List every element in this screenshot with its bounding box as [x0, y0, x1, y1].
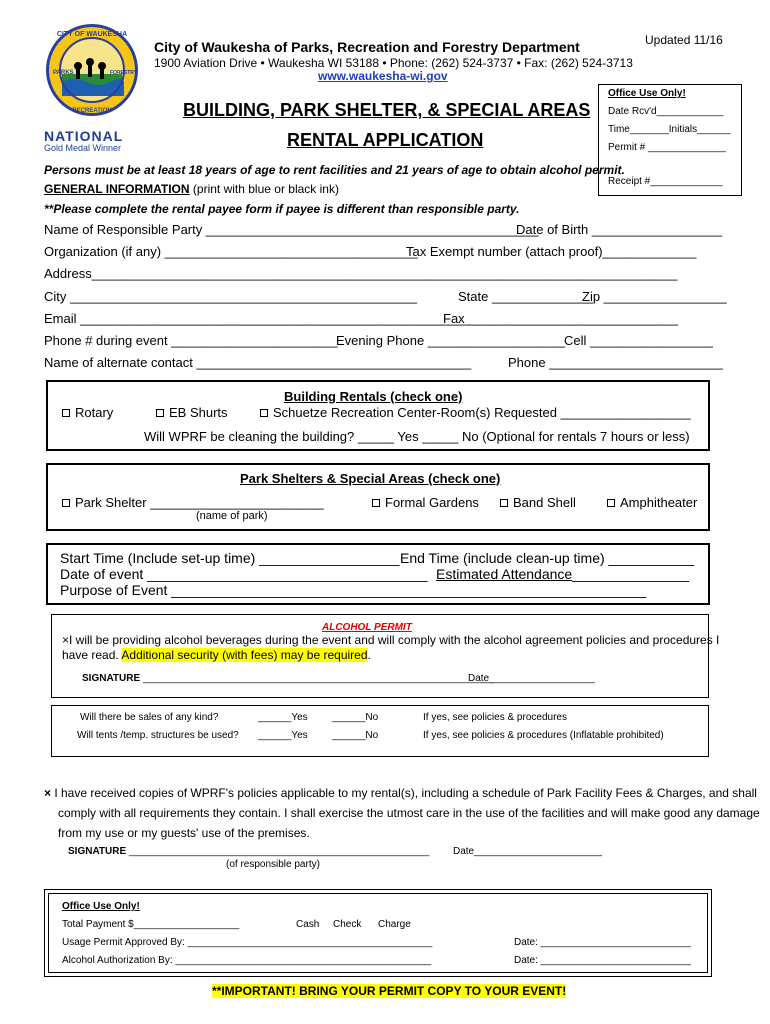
tax-exempt-field[interactable]: Tax Exempt number (attach proof)_____________: [406, 244, 697, 259]
alcohol-permit-title: ALCOHOL PERMIT: [322, 622, 412, 633]
end-time-field[interactable]: End Time (include clean-up time) ___________: [400, 550, 695, 566]
date-received-field[interactable]: Date Rcv'd____________: [608, 106, 724, 117]
formal-gardens-option[interactable]: Formal Gardens: [372, 495, 479, 510]
responsible-signature-field[interactable]: SIGNATURE ______________________________________________________: [68, 846, 430, 857]
office-use-bottom-header: Office Use Only!: [62, 901, 140, 912]
agreement-line-2: comply with all requirements they contain. I shall exercise the utmost care in the use of the facilities and will make good any damage: [58, 806, 760, 820]
responsible-party-label: (of responsible party): [226, 859, 320, 870]
checkbox-icon[interactable]: [62, 409, 70, 417]
payment-cash[interactable]: Cash: [296, 919, 320, 930]
checkbox-icon[interactable]: [156, 409, 164, 417]
date-of-event-field[interactable]: Date of event ____________________________________: [60, 566, 428, 582]
email-field[interactable]: Email ______________________________________________________: [44, 311, 471, 326]
logo-ring-bottom: RECREATION: [72, 108, 112, 114]
state-field[interactable]: State ______________: [458, 289, 594, 304]
building-rentals-title: Building Rentals (check one): [284, 389, 463, 404]
sales-no[interactable]: ______No: [332, 712, 379, 723]
department-title: City of Waukesha of Parks, Recreation and Forestry Department: [154, 39, 580, 55]
logo-national: NATIONAL: [44, 128, 124, 144]
checkbox-icon[interactable]: [260, 409, 268, 417]
event-phone-field[interactable]: Phone # during event _______________________: [44, 333, 338, 348]
payee-note: **Please complete the rental payee form if payee is different than responsible party.: [44, 202, 520, 216]
agreement-line-3: from my use or my guests' use of the premises.: [58, 826, 310, 840]
park-shelters-title: Park Shelters & Special Areas (check one): [240, 471, 501, 486]
checkbox-icon[interactable]: [607, 499, 615, 507]
form-subtitle: RENTAL APPLICATION: [287, 130, 484, 150]
rotary-option[interactable]: Rotary: [62, 405, 113, 420]
tents-note: If yes, see policies & procedures (Inflatable prohibited): [423, 730, 664, 741]
park-shelter-option[interactable]: Park Shelter ________________________: [62, 495, 324, 510]
logo-gold: Gold Medal Winner: [44, 143, 122, 153]
tents-question: Will tents /temp. structures be used?: [77, 730, 239, 741]
logo-ring-left: PARKS: [53, 70, 74, 76]
receipt-number-field[interactable]: Receipt #_____________: [608, 176, 723, 187]
schuetze-option[interactable]: Schuetze Recreation Center-Room(s) Requested __________________: [260, 405, 691, 420]
fax-field[interactable]: Fax _____________________________: [443, 311, 678, 326]
total-payment-field[interactable]: Total Payment $___________________: [62, 919, 240, 930]
responsible-party-field[interactable]: Name of Responsible Party ______________________________________________: [44, 222, 539, 237]
payment-charge[interactable]: Charge: [378, 919, 411, 930]
alcohol-security-text: have read. Additional security (with fees) may be required.: [62, 648, 371, 662]
office-use-header: Office Use Only!: [608, 88, 686, 99]
checkmark-icon: ×: [44, 786, 55, 800]
city-seal-logo: [44, 22, 140, 128]
cell-phone-field[interactable]: Cell _________________: [564, 333, 713, 348]
band-shell-option[interactable]: Band Shell: [500, 495, 576, 510]
estimated-attendance-field[interactable]: Estimated Attendance_______________: [436, 566, 689, 582]
logo-ring-top: CITY OF WAUKESHA: [56, 31, 128, 38]
responsible-date-field[interactable]: Date_______________________: [453, 846, 603, 857]
alternate-contact-field[interactable]: Name of alternate contact ______________________________________: [44, 355, 472, 370]
alcohol-agreement-text[interactable]: ×I will be providing alcohol beverages during the event and will comply with the alcohol agreement policies and procedures I: [62, 633, 720, 647]
checkbox-icon[interactable]: [372, 499, 380, 507]
sales-yes[interactable]: ______Yes: [258, 712, 308, 723]
address-field[interactable]: Address_________________________________________________________________________________: [44, 266, 678, 281]
address-line: 1900 Aviation Drive • Waukesha WI 53188 • Phone: (262) 524-3737 • Fax: (262) 524-3713: [154, 56, 633, 70]
alcohol-signature-field[interactable]: SIGNATURE _______________________________________________________________: [82, 673, 494, 684]
name-of-park-label: (name of park): [196, 510, 268, 522]
updated-date: Updated 11/16: [645, 33, 723, 47]
city-field[interactable]: City ________________________________________________: [44, 289, 418, 304]
website-link[interactable]: www.waukesha-wi.gov: [318, 69, 448, 83]
tents-yes[interactable]: ______Yes: [258, 730, 308, 741]
alternate-phone-field[interactable]: Phone ________________________: [508, 355, 723, 370]
agreement-line-1: × I have received copies of WPRF's policies applicable to my rental(s), including a schedule of Park Facility Fees & Charges, and shall: [44, 786, 757, 800]
cleaning-question[interactable]: Will WPRF be cleaning the building? _____ Yes _____ No (Optional for rentals 7 hours or less): [144, 429, 690, 444]
purpose-field[interactable]: Purpose of Event _____________________________________________________________: [60, 582, 647, 598]
form-title: BUILDING, PARK SHELTER, & SPECIAL AREAS: [183, 100, 591, 120]
start-time-field[interactable]: Start Time (Include set-up time) __________________: [60, 550, 400, 566]
alcohol-authorization-field[interactable]: Alcohol Authorization By: ______________________________________________: [62, 955, 432, 966]
age-notice: Persons must be at least 18 years of age to rent facilities and 21 years of age to obtain alcohol permit.: [44, 163, 625, 177]
alcohol-authorization-date[interactable]: Date: ___________________________: [514, 955, 691, 966]
amphitheater-option[interactable]: Amphitheater: [607, 495, 697, 510]
logo-ring-right: FORESTRY: [110, 70, 138, 76]
date-of-birth-field[interactable]: Date of Birth __________________: [516, 222, 723, 237]
time-initials-field[interactable]: Time_______Initials______: [608, 124, 731, 135]
checkbox-icon[interactable]: [500, 499, 508, 507]
usage-permit-field[interactable]: Usage Permit Approved By: ____________________________________________: [62, 937, 433, 948]
eb-shurts-option[interactable]: EB Shurts: [156, 405, 228, 420]
evening-phone-field[interactable]: Evening Phone ___________________: [336, 333, 566, 348]
zip-field[interactable]: Zip _________________: [582, 289, 727, 304]
checkmark-icon: ×: [62, 633, 70, 647]
important-notice: **IMPORTANT! BRING YOUR PERMIT COPY TO YOUR EVENT!: [212, 984, 567, 998]
checkbox-icon[interactable]: [62, 499, 70, 507]
organization-field[interactable]: Organization (if any) ___________________________________: [44, 244, 418, 259]
alcohol-date-field[interactable]: Date___________________: [468, 673, 595, 684]
permit-number-field[interactable]: Permit # ______________: [608, 142, 726, 153]
tents-no[interactable]: ______No: [332, 730, 379, 741]
usage-permit-date[interactable]: Date: ___________________________: [514, 937, 691, 948]
sales-note: If yes, see policies & procedures: [423, 712, 567, 723]
sales-question: Will there be sales of any kind?: [80, 712, 219, 723]
payment-check[interactable]: Check: [333, 919, 362, 930]
general-info-heading: GENERAL INFORMATION (print with blue or black ink): [44, 182, 339, 196]
